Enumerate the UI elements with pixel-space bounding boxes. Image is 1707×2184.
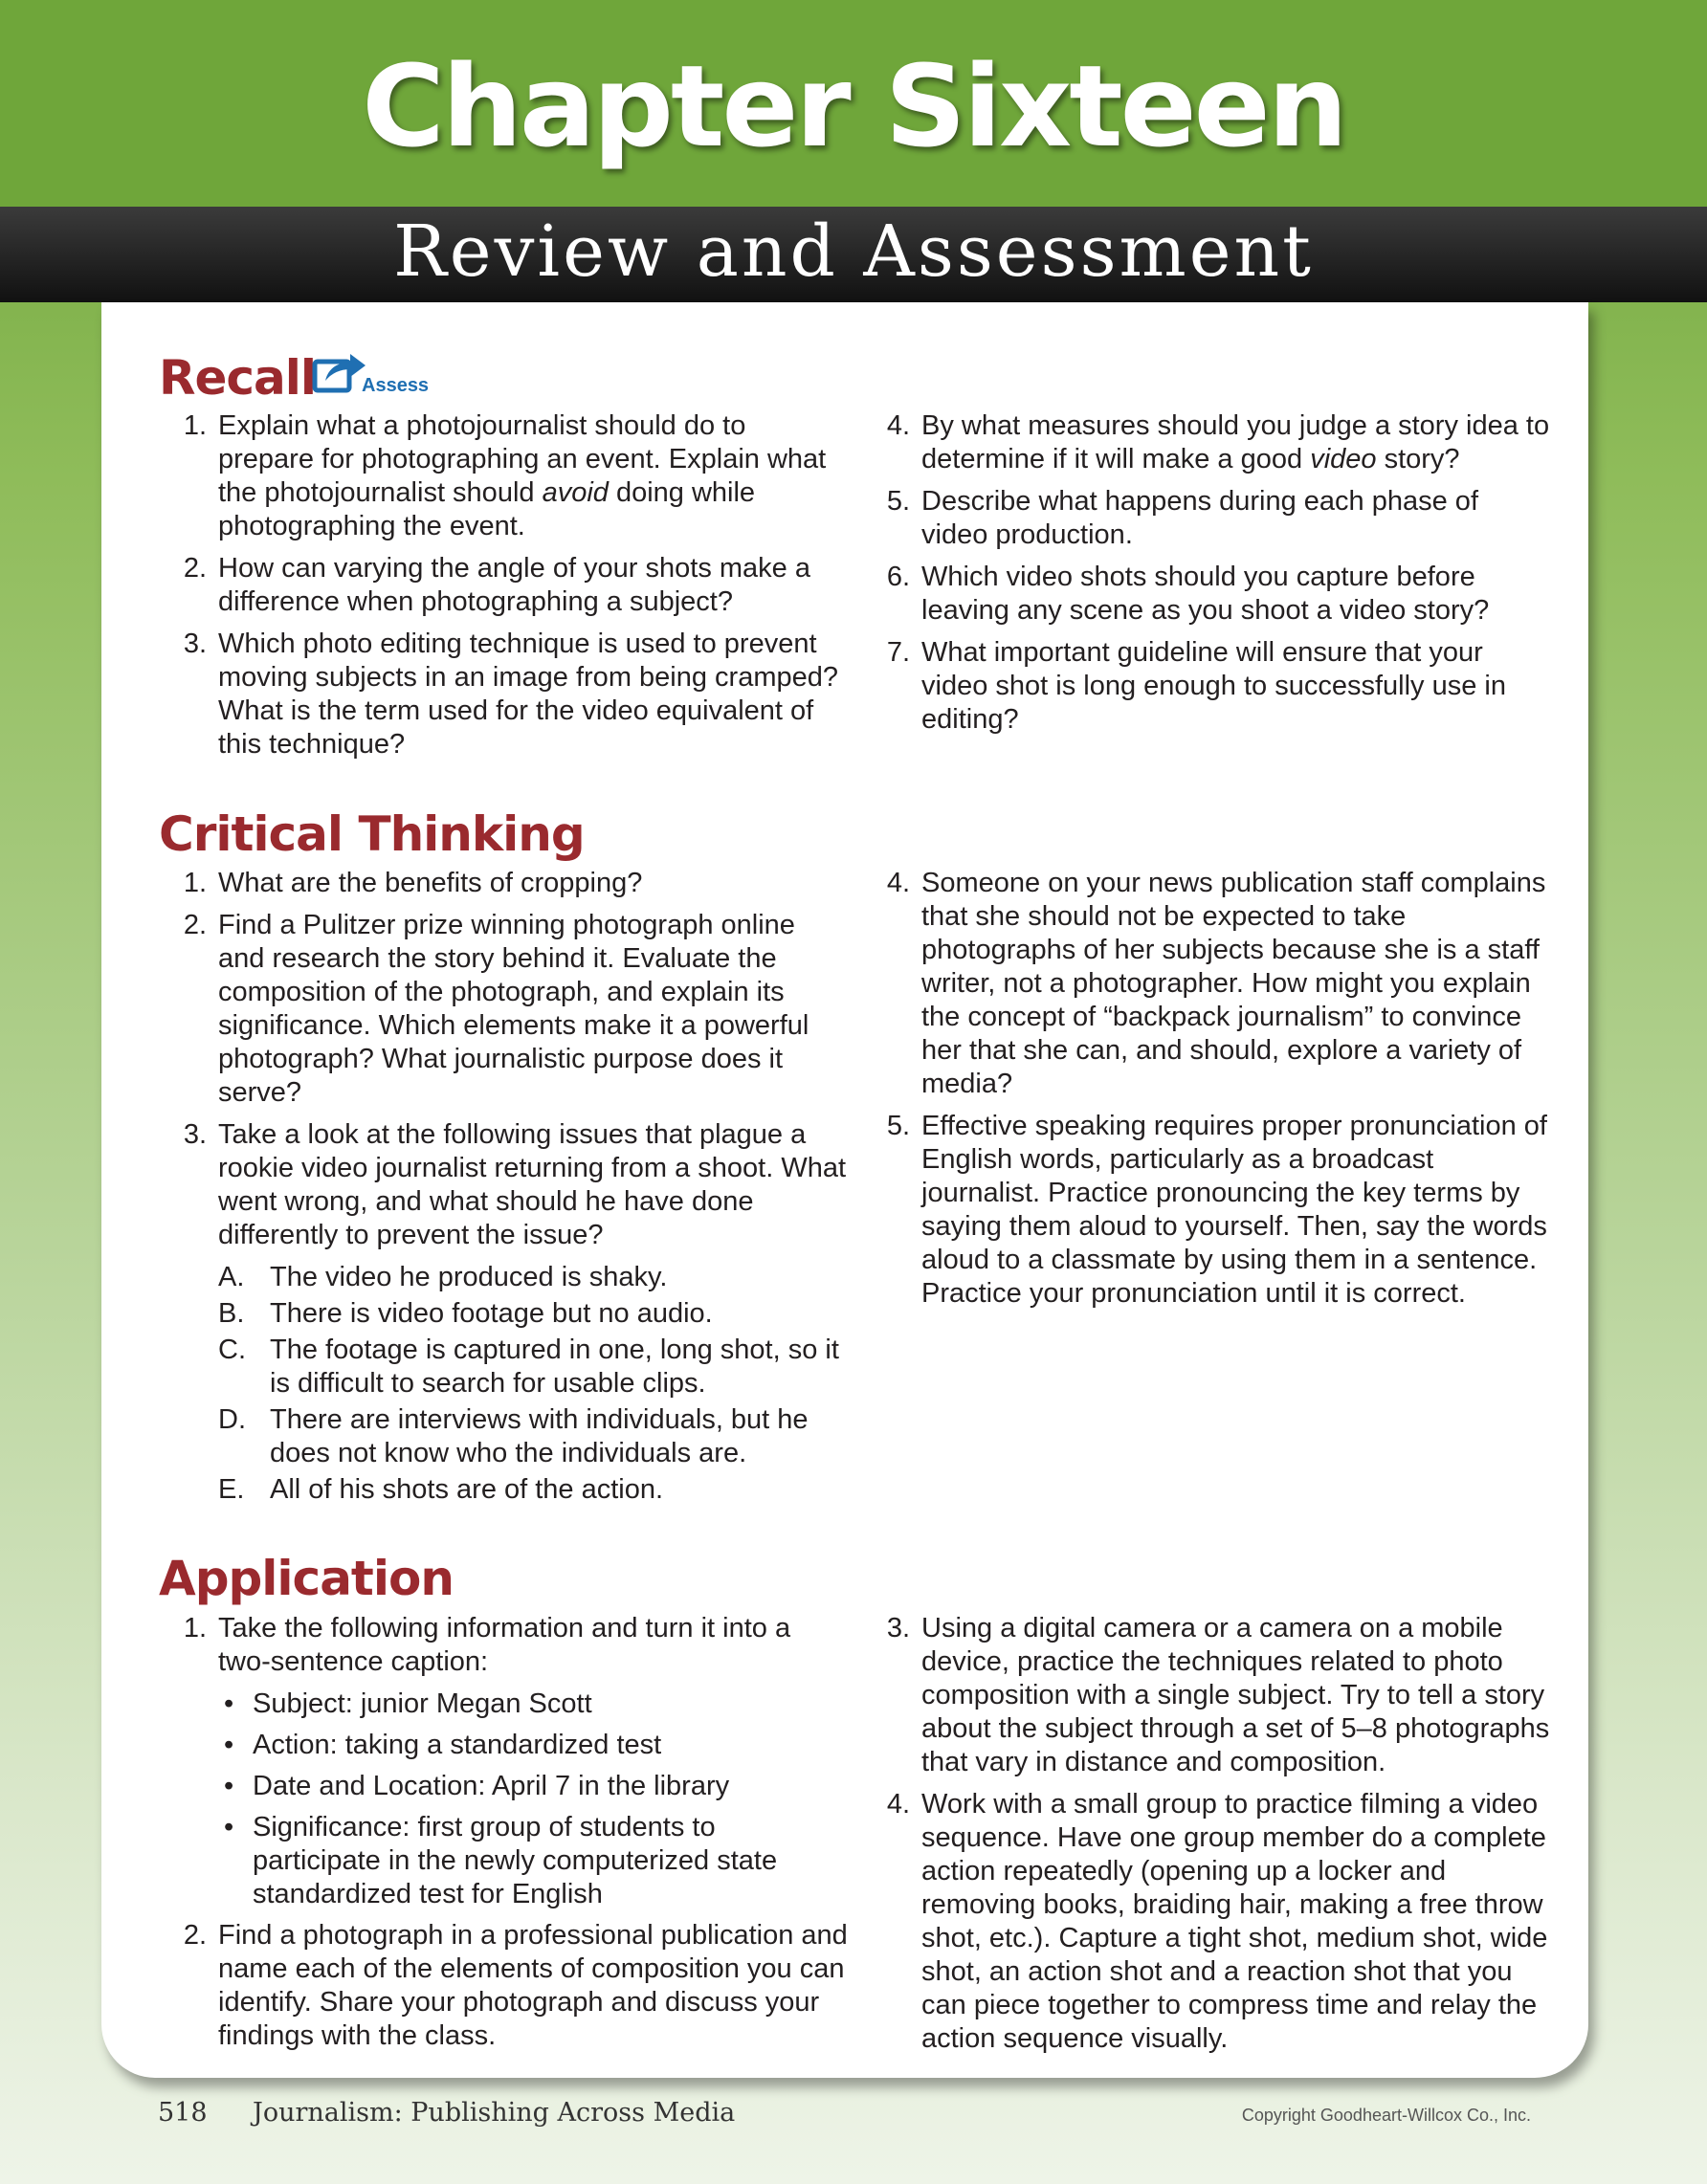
question-number: 2. [183, 1920, 207, 1951]
caption-bullet [159, 1811, 848, 1911]
application-right-column [862, 1612, 1551, 2064]
critical-question [862, 1110, 1551, 1311]
application-heading: Application [159, 1551, 454, 1606]
issue-item [159, 1473, 848, 1507]
question-text: How can varying the angle of your shots make a difference when photographing a subject? [218, 553, 810, 617]
chapter-title: Chapter Sixteen [362, 40, 1345, 172]
critical-question [159, 867, 848, 900]
question-number: 1. [183, 868, 207, 898]
application-question [159, 1612, 848, 1679]
recall-left-column [159, 409, 848, 770]
copyright-notice: Copyright Goodheart-Willcox Co., Inc. [1241, 2106, 1531, 2125]
question-text: Find a Pulitzer prize winning photograph online and research the story behind it. Evaluate the composition of the photograph, and explain its significance. Which elements make it a powerful photograph? What journalistic purpose does it serve? [218, 910, 809, 1108]
issue-item [159, 1261, 848, 1294]
caption-bullet [159, 1729, 848, 1762]
caption-bullet [159, 1770, 848, 1803]
question-number: 6. [886, 562, 910, 592]
recall-right-column [862, 409, 1551, 745]
recall-question: 1. Explain what a photojournalist should do to prepare for photographing an event. Explain what the photojournalist should avoid doing while photographing the event. [159, 409, 848, 543]
recall-question [862, 636, 1551, 737]
critical-question [159, 909, 848, 1110]
question-text: Which photo editing technique is used to prevent moving subjects in an image from being cramped? What is the term used for the video equivalent of this technique? [218, 629, 838, 760]
assess-label[interactable]: Assess [362, 375, 430, 396]
issue-item [159, 1403, 848, 1470]
bullet-text: Action: taking a standardized test [253, 1730, 662, 1760]
application-question [862, 1788, 1551, 2056]
critical-question [862, 867, 1551, 1101]
bullet-text: Significance: first group of students to participate in the newly computerized state standardized test for English [253, 1812, 778, 1909]
item-text: All of his shots are of the action. [270, 1474, 664, 1505]
bullet-icon: • [224, 1771, 234, 1801]
question-text: What important guideline will ensure that your video shot is long enough to successfully use in editing? [921, 637, 1506, 735]
bullet-text: Date and Location: April 7 in the library [253, 1771, 730, 1801]
critical-thinking-heading: Critical Thinking [159, 806, 585, 862]
question-number: 2. [183, 910, 207, 940]
bullet-icon: • [224, 1688, 234, 1719]
question-text: Find a photograph in a professional publication and name each of the elements of composition you can identify. Share your photograph and discuss your findings with the class. [218, 1920, 848, 2051]
caption-bullet [159, 1688, 848, 1721]
question-number: 1. [183, 1613, 207, 1644]
question-text: What are the benefits of cropping? [218, 868, 643, 898]
application-question [862, 1612, 1551, 1779]
question-number: 2. [183, 553, 207, 584]
bullet-icon: • [224, 1812, 234, 1842]
critical-right-column [862, 867, 1551, 1319]
recall-heading: Recall [159, 350, 317, 406]
question-number: 4. [886, 868, 910, 898]
issue-item [159, 1297, 848, 1331]
recall-question: 4. By what measures should you judge a story idea to determine if it will make a good video story? [862, 409, 1551, 476]
issue-item [159, 1334, 848, 1401]
question-text: Using a digital camera or a camera on a mobile device, practice the techniques related to photo composition with a single subject. Try to tell a story about the subject through a set of 5–8 photographs that vary in distance and composition. [921, 1613, 1550, 1777]
question-text: Which video shots should you capture before leaving any scene as you shoot a video story? [921, 562, 1490, 626]
item-text: There is video footage but no audio. [270, 1298, 713, 1329]
critical-left-column [159, 867, 848, 1510]
item-letter: B. [218, 1298, 245, 1329]
recall-question [159, 628, 848, 761]
question-number: 5. [886, 1111, 910, 1141]
page-subtitle: Review and Assessment [393, 210, 1314, 293]
bullet-icon: • [224, 1730, 234, 1760]
page-number: 518 [158, 2098, 208, 2128]
question-text: Describe what happens during each phase of video production. [921, 486, 1478, 550]
recall-question [159, 552, 848, 619]
question-number: 5. [886, 486, 910, 517]
item-letter: D. [218, 1404, 246, 1435]
question-number: 3. [886, 1613, 910, 1644]
question-number: 3. [183, 1119, 207, 1150]
book-title: Journalism: Publishing Across Media [253, 2098, 736, 2128]
question-text: Take the following information and turn it into a two-sentence caption: [218, 1613, 791, 1677]
question-text: Take a look at the following issues that plague a rookie video journalist returning from a shoot. What went wrong, and what should he have done differently to prevent the issue? [218, 1119, 847, 1250]
question-number: 4. [886, 410, 910, 441]
item-letter: A. [218, 1262, 245, 1292]
bullet-text: Subject: junior Megan Scott [253, 1688, 592, 1719]
item-letter: C. [218, 1335, 246, 1365]
item-text: The footage is captured in one, long shot, so it is difficult to search for usable clips. [270, 1335, 839, 1399]
recall-question [862, 485, 1551, 552]
question-number: 4. [886, 1789, 910, 1820]
question-number: 3. [183, 629, 207, 659]
application-question [159, 1919, 848, 2053]
item-letter: E. [218, 1474, 245, 1505]
question-text: Work with a small group to practice filming a video sequence. Have one group member do a complete action repeatedly (opening up a locker and removing books, braiding hair, making a free throw shot, etc.). Capture a tight shot, medium shot, wide shot, an action shot and a reaction shot that you can piece together to compress time and relay the action sequence visually. [921, 1789, 1548, 2054]
application-left-column [159, 1612, 848, 2062]
question-text: Effective speaking requires proper pronunciation of English words, particularly as a broadcast journalist. Practice pronouncing the key terms by saying them aloud to yourself. Then, say the words aloud to a classmate by using them in a sentence. Practice your pronunciation until it is correct. [921, 1111, 1547, 1309]
critical-question [159, 1118, 848, 1252]
question-text: Someone on your news publication staff complains that she should not be expected to take photographs of her subjects because she is a staff writer, not a photographer. How might you explain the concept of “backpack journalism” to convince her that she can, and should, explore a variety of media? [921, 868, 1546, 1099]
question-number: 1. [183, 410, 207, 441]
item-text: The video he produced is shaky. [270, 1262, 668, 1292]
item-text: There are interviews with individuals, but he does not know who the individuals are. [270, 1404, 809, 1468]
question-number: 7. [886, 637, 910, 668]
recall-question [862, 561, 1551, 628]
